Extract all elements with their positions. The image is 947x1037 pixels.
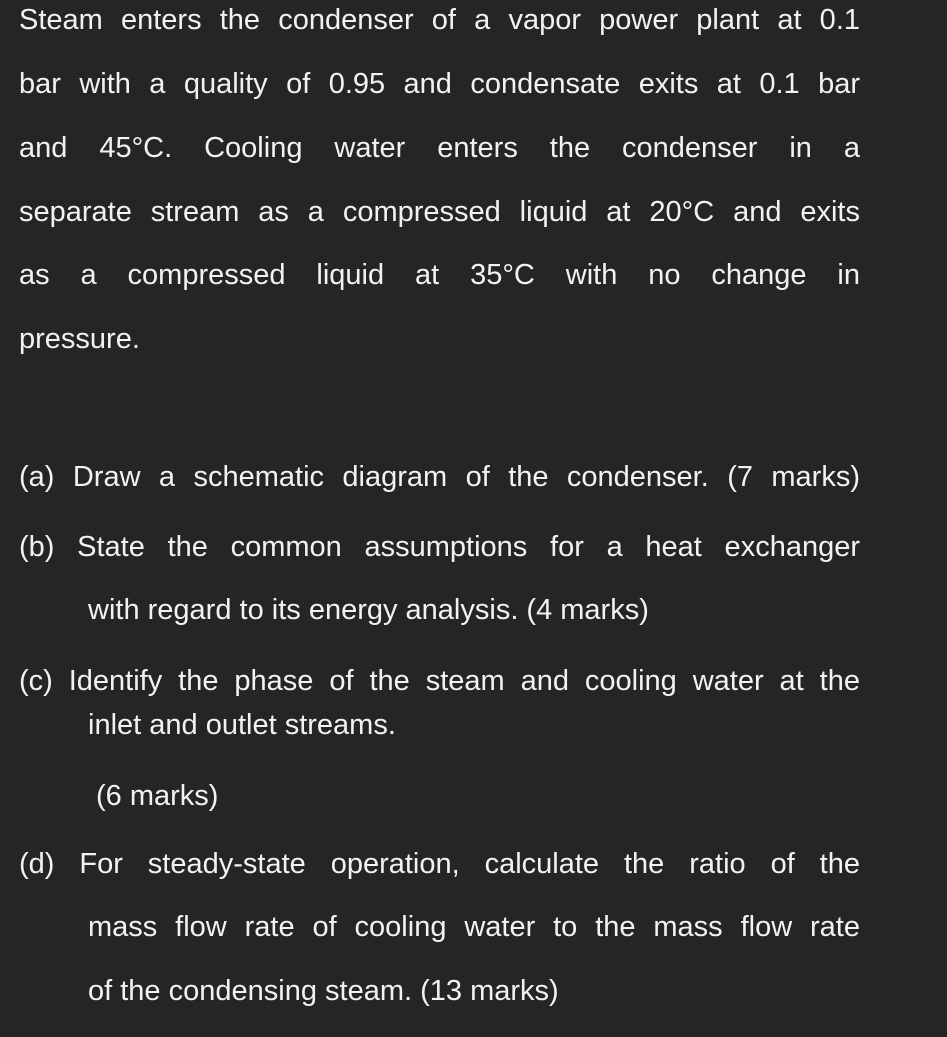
question-d-line-2: mass flow rate of cooling water to the mass flow rate	[88, 911, 860, 943]
question-c-marks: (6 marks)	[96, 780, 219, 812]
question-c-line-1: (c) Identify the phase of the steam and cooling water at the	[19, 665, 860, 697]
intro-line-5: as a compressed liquid at 35°C with no change in	[19, 259, 860, 291]
question-d-line-1: (d) For steady-state operation, calculate the ratio of the	[19, 848, 860, 880]
intro-line-3: and 45°C. Cooling water enters the condenser in a	[19, 132, 860, 164]
intro-line-2: bar with a quality of 0.95 and condensate exits at 0.1 bar	[19, 68, 860, 100]
question-a: (a) Draw a schematic diagram of the condenser. (7 marks)	[19, 461, 860, 493]
question-c-line-2: inlet and outlet streams.	[88, 709, 396, 741]
intro-line-1: Steam enters the condenser of a vapor power plant at 0.1	[19, 4, 860, 36]
question-b-line-1: (b) State the common assumptions for a heat exchanger	[19, 531, 860, 563]
intro-line-6: pressure.	[19, 323, 140, 355]
intro-line-4: separate stream as a compressed liquid at 20°C and exits	[19, 196, 860, 228]
question-d-line-3: of the condensing steam. (13 marks)	[88, 975, 559, 1007]
question-b-line-2: with regard to its energy analysis. (4 marks)	[88, 594, 649, 626]
